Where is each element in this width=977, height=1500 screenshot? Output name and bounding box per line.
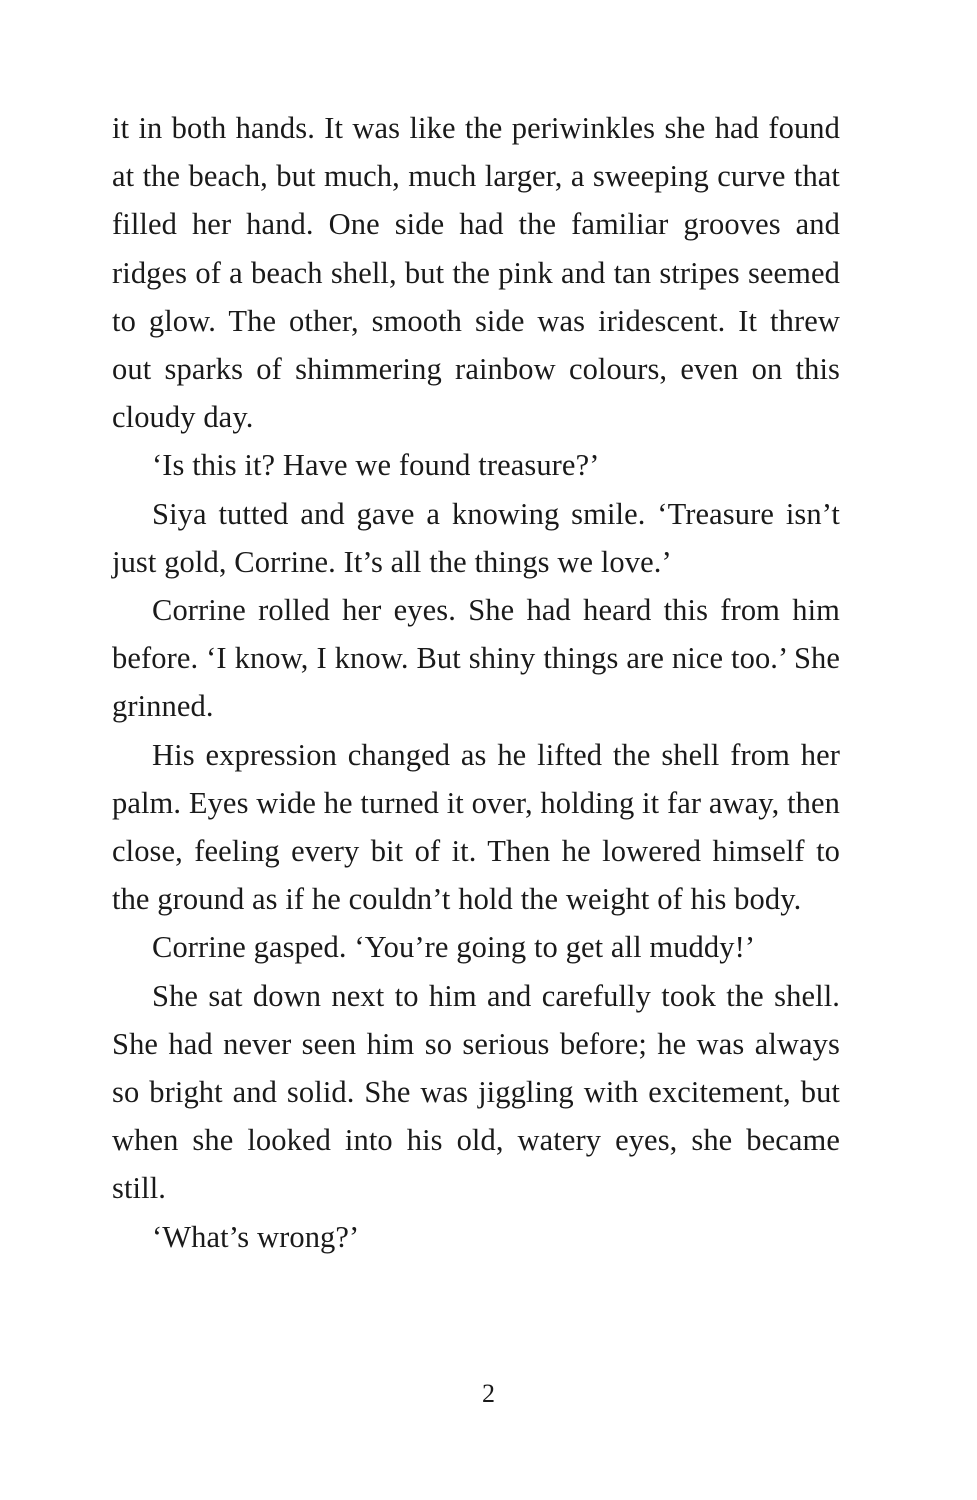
paragraph: His expression changed as he lifted the shell from her palm. Eyes wide he turned it over, holding it far away, then close, feeling every bit of it. Then he lowered himself to the ground as if he couldn’t hold the weight of his body. bbox=[112, 737, 840, 917]
body-text bbox=[112, 104, 840, 1261]
paragraph: ‘What’s wrong?’ bbox=[152, 1219, 360, 1254]
page-number: 2 bbox=[482, 1379, 495, 1408]
paragraph: ‘Is this it? Have we found treasure?’ bbox=[152, 448, 600, 483]
paragraph: it in both hands. It was like the periwinkles she had found at the beach, but much, much larger, a sweeping curve that filled her hand. One side had the familiar grooves and ridges of a beach shell, but the pink and tan stripes seemed to glow. The other, smooth side was iridescent. It threw out sparks of shimmering rainbow colours, even on this cloudy day. bbox=[112, 111, 840, 435]
paragraph: Corrine gasped. ‘You’re going to get all muddy!’ bbox=[152, 930, 756, 965]
paragraph: Corrine rolled her eyes. She had heard this from him before. ‘I know, I know. But shiny things are nice too.’ She grinned. bbox=[112, 593, 840, 724]
paragraph: Siya tutted and gave a knowing smile. ‘Treasure isn’t just gold, Corrine. It’s all the things we love.’ bbox=[112, 496, 840, 579]
paragraph: She sat down next to him and carefully took the shell. She had never seen him so serious before; he was always so bright and solid. She was jiggling with excitement, but when she looked into his old, watery eyes, she became still. bbox=[112, 978, 840, 1206]
